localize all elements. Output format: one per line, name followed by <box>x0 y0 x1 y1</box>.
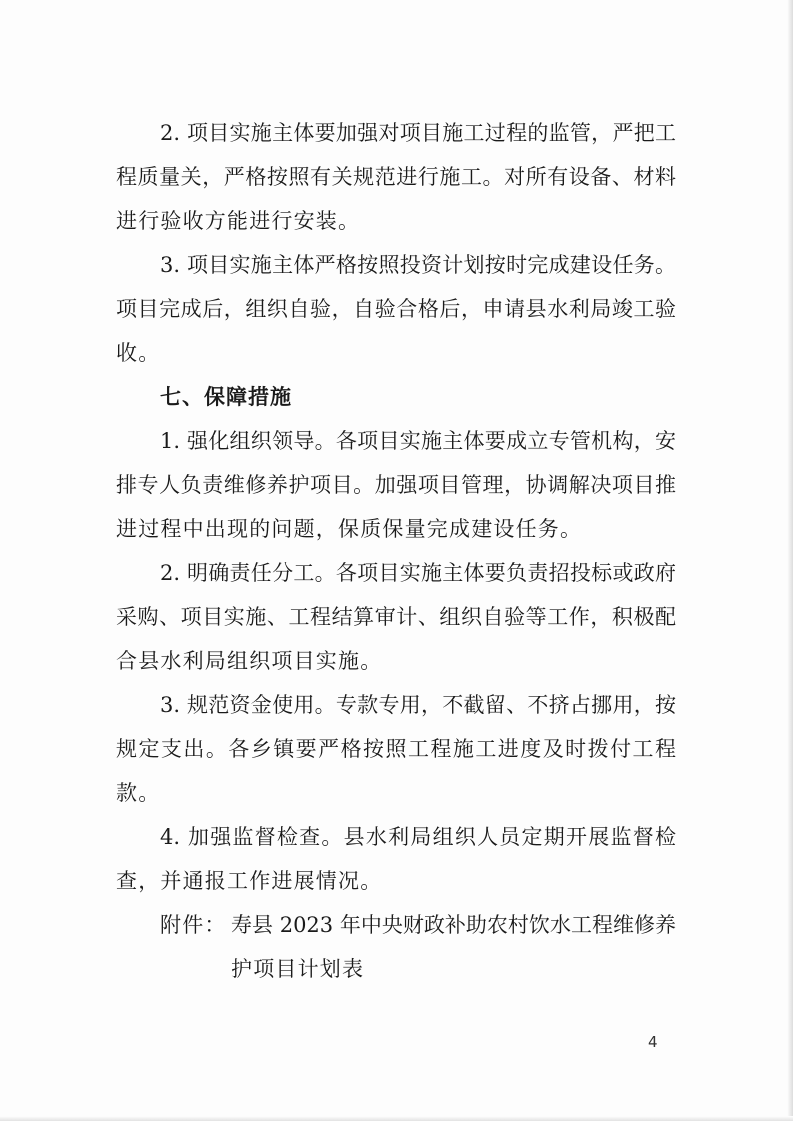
section-heading: 七、保障措施 <box>160 385 292 409</box>
paragraph-2-line-3: 进行验收方能进行安装。 <box>116 209 361 233</box>
paragraph-3-line-3: 收。 <box>116 341 161 365</box>
measure-2-line-2: 采购、项目实施、工程结算审计、组织自验等工作，积极配 <box>116 605 676 629</box>
measure-4-line-2: 查，并通报工作进展情况。 <box>116 869 383 893</box>
measure-4-line-1: 4. 加强监督检查。县水利局组织人员定期开展监督检 <box>160 825 676 849</box>
measure-3-line-2: 规定支出。各乡镇要严格按照工程施工进度及时拨付工程 <box>116 737 676 761</box>
attachment-label: 附件： <box>160 913 227 937</box>
measure-1-line-3: 进过程中出现的问题，保质保量完成建设任务。 <box>116 517 583 541</box>
measure-3-line-1: 3. 规范资金使用。专款专用，不截留、不挤占挪用，按 <box>160 693 676 717</box>
measure-1-line-1: 1. 强化组织领导。各项目实施主体要成立专管机构，安 <box>160 429 676 453</box>
measure-1-line-2: 排专人负责维修养护项目。加强项目管理，协调解决项目推 <box>116 473 676 497</box>
attachment-title-line-2: 护项目计划表 <box>231 957 365 981</box>
paragraph-3-line-1: 3. 项目实施主体严格按照投资计划按时完成建设任务。 <box>160 253 676 277</box>
paragraph-2-line-2: 程质量关，严格按照有关规范进行施工。对所有设备、材料 <box>116 165 676 189</box>
page-number: 4 <box>648 1033 658 1051</box>
measure-3-line-3: 款。 <box>116 781 161 805</box>
measure-2-line-3: 合县水利局组织项目实施。 <box>116 649 383 673</box>
scan-edge-shadow-bottom <box>0 1116 793 1121</box>
paragraph-3-line-2: 项目完成后，组织自验，自验合格后，申请县水利局竣工验 <box>116 297 676 321</box>
scan-edge-shadow <box>787 0 793 1121</box>
measure-2-line-1: 2. 明确责任分工。各项目实施主体要负责招投标或政府 <box>160 561 676 585</box>
paragraph-2-line-1: 2. 项目实施主体要加强对项目施工过程的监管，严把工 <box>160 121 676 145</box>
attachment-title-line-1: 寿县 2023 年中央财政补助农村饮水工程维修养 <box>231 913 676 937</box>
